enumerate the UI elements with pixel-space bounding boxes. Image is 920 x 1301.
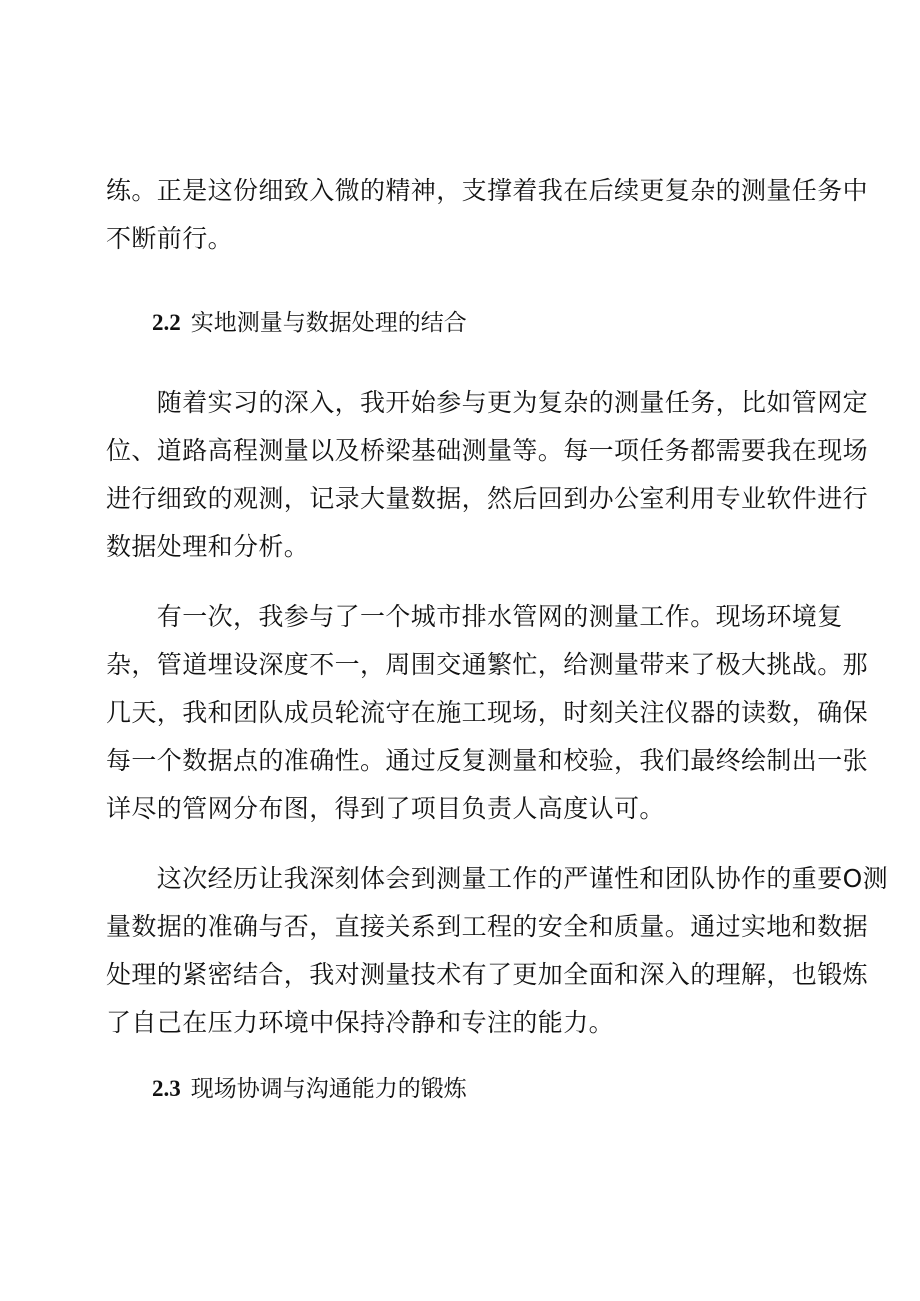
- section-heading-2-2: [152, 307, 467, 339]
- paragraph-line: 位、道路高程测量以及桥梁基础测量等。每一项任务都需要我在现场: [106, 436, 869, 465]
- section-heading-2-3: [152, 1073, 467, 1105]
- paragraph-line: 进行细致的观测，记录大量数据，然后回到办公室利用专业软件进行: [106, 484, 869, 513]
- paragraph-line: 量数据的准确与否，直接关系到工程的安全和质量。通过实地和数据: [106, 912, 869, 941]
- paragraph-line: 了自己在压力环境中保持冷静和专注的能力。: [106, 1008, 615, 1037]
- paragraph-line: 练。正是这份细致入微的精神，支撑着我在后续更复杂的测量任务中: [106, 176, 869, 205]
- paragraph-line: 几天，我和团队成员轮流守在施工现场，时刻关注仪器的读数，确保: [106, 698, 869, 727]
- paragraph-line: 处理的紧密结合，我对测量技术有了更加全面和深入的理解，也锻炼: [106, 960, 869, 989]
- section-title: 现场协调与沟通能力的锻炼: [190, 1076, 467, 1102]
- paragraph-line: 有一次，我参与了一个城市排水管网的测量工作。现场环境复: [106, 602, 843, 631]
- paragraph-line: 每一个数据点的准确性。通过反复测量和校验，我们最终绘制出一张: [106, 746, 869, 775]
- section-number: 2.2: [152, 310, 181, 335]
- section-title: 实地测量与数据处理的结合: [190, 310, 467, 336]
- paragraph-line: 不断前行。: [106, 224, 234, 253]
- paragraph-line: 杂，管道埋设深度不一，周围交通繁忙，给测量带来了极大挑战。那: [106, 650, 869, 679]
- paragraph-line: 这次经历让我深刻体会到测量工作的严谨性和团队协作的重要O测: [106, 864, 889, 893]
- paragraph-line: 详尽的管网分布图，得到了项目负责人高度认可。: [106, 794, 665, 823]
- paragraph-line: 数据处理和分析。: [106, 532, 310, 561]
- paragraph-line: 随着实习的深入，我开始参与更为复杂的测量任务，比如管网定: [106, 388, 869, 417]
- section-number: 2.3: [152, 1076, 181, 1101]
